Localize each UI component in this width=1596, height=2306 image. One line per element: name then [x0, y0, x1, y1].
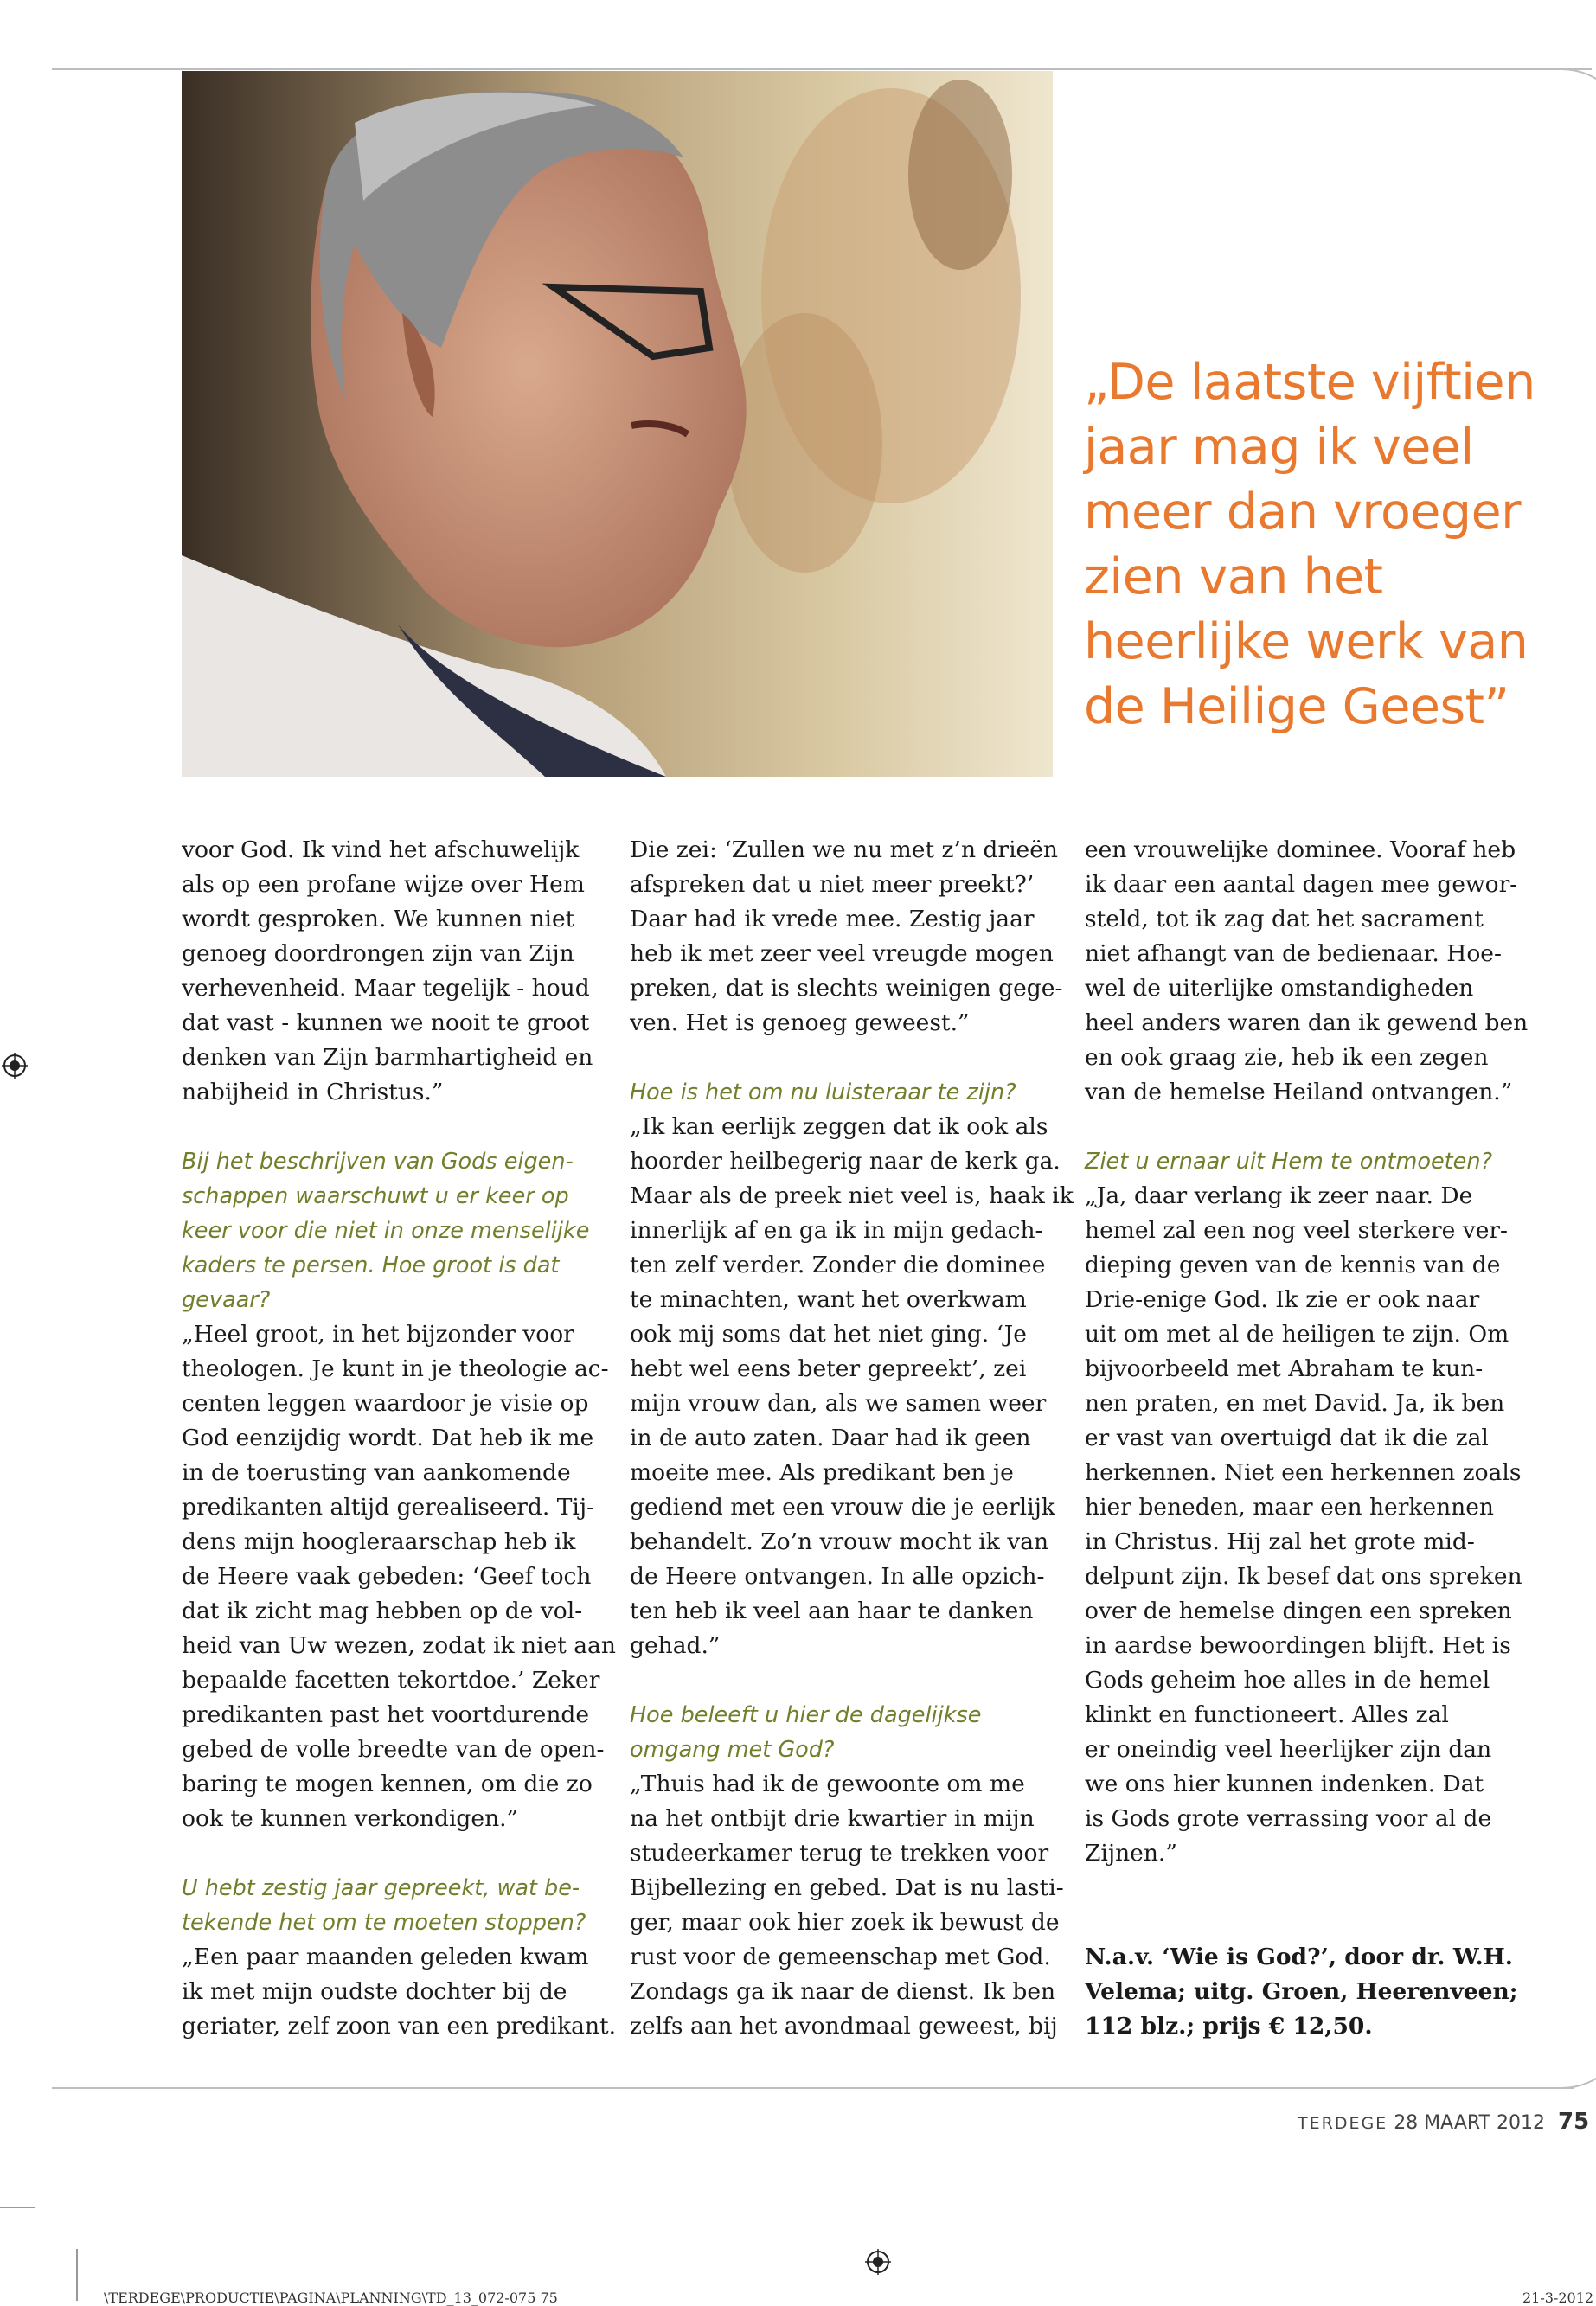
bottom-trim-line	[52, 2087, 1574, 2089]
body-text-line: de Heere vaak gebeden: ‘Geef toch	[182, 1563, 592, 1590]
pull-quote: „De laatste vijftien jaar mag ik veel meer dan vroeger zien van het heerlijke werk van de Heilige Geest”	[1084, 354, 1535, 735]
body-text-line: Die zei: ‘Zullen we nu met z’n drieën	[630, 836, 1058, 863]
paragraph-gap	[630, 1041, 1054, 1075]
interview-question-line: omgang met God?	[630, 1737, 835, 1763]
body-text-line: innerlijk af en ga ik in mijn gedach-	[630, 1217, 1043, 1244]
body-text-line: ik daar een aantal dagen mee gewor-	[1085, 871, 1518, 898]
book-credit-line: Velema; uitg. Groen, Heerenveen;	[1085, 1978, 1518, 2005]
body-text-line: gebed de volle breedte van de open-	[182, 1736, 605, 1763]
body-text-line: een vrouwelijke dominee. Vooraf heb	[1085, 836, 1516, 863]
body-text-line: de Heere ontvangen. In alle opzich-	[630, 1563, 1045, 1590]
body-text-line: mijn vrouw dan, als we samen weer	[630, 1390, 1047, 1417]
body-text-line: ten zelf verder. Zonder die dominee	[630, 1252, 1046, 1278]
interview-question-line: Hoe is het om nu luisteraar te zijn?	[630, 1079, 1016, 1105]
body-text-line: herkennen. Niet een herkennen zoals	[1085, 1459, 1522, 1486]
article-column-3	[1085, 833, 1529, 2044]
body-text-line: Maar als de preek niet veel is, haak ik	[630, 1182, 1074, 1209]
body-text-line: preken, dat is slechts weinigen gege-	[630, 975, 1063, 1002]
crop-mark	[0, 2207, 35, 2208]
body-text-line: centen leggen waardoor je visie op	[182, 1390, 589, 1417]
body-text-line: ger, maar ook hier zoek ik bewust de	[630, 1909, 1060, 1936]
body-text-line: klinkt en functioneert. Alles zal	[1085, 1701, 1449, 1728]
paragraph-gap	[182, 1110, 606, 1144]
body-text-line: heel anders waren dan ik gewend ben	[1085, 1009, 1529, 1036]
interview-question-line: Bij het beschrijven van Gods eigen-	[182, 1149, 574, 1175]
body-text-line: dat vast - kunnen we nooit te groot	[182, 1009, 590, 1036]
body-text-line: baring te mogen kennen, om die zo	[182, 1771, 593, 1797]
body-text-line: niet afhangt van de bedienaar. Hoe-	[1085, 940, 1502, 967]
print-slug-date: 21-3-2012	[1522, 2290, 1594, 2306]
body-text-line: wordt gesproken. We kunnen niet	[182, 906, 575, 932]
body-text-line: is Gods grote verrassing voor al de	[1085, 1805, 1492, 1832]
article-column-1	[182, 833, 617, 2044]
body-text-line: hemel zal een nog veel sterkere ver-	[1085, 1217, 1509, 1244]
registration-mark-icon	[865, 2249, 891, 2275]
body-text-line: in aardse bewoordingen blijft. Het is	[1085, 1632, 1511, 1659]
body-text-line: hebt wel eens beter gepreekt’, zei	[630, 1355, 1027, 1382]
body-text-line: nabijheid in Christus.”	[182, 1079, 444, 1105]
body-text-line: Zondags ga ik naar de dienst. Ik ben	[630, 1978, 1056, 2005]
interview-question-line: Ziet u ernaar uit Hem te ontmoeten?	[1085, 1149, 1493, 1175]
body-text-line: heb ik met zeer veel vreugde mogen	[630, 940, 1054, 967]
body-text-line: predikanten past het voortdurende	[182, 1701, 590, 1728]
body-text-line: moeite mee. Als predikant ben je	[630, 1459, 1014, 1486]
body-text-line: ven. Het is genoeg geweest.”	[630, 1009, 970, 1036]
body-text-line: van de hemelse Heiland ontvangen.”	[1085, 1079, 1513, 1105]
body-text-line: theologen. Je kunt in je theologie ac-	[182, 1355, 609, 1382]
page-footer	[1298, 2109, 1596, 2135]
paragraph-gap	[1085, 1871, 1509, 1906]
interview-question-line: gevaar?	[182, 1287, 271, 1313]
print-slug-path: \TERDEGE\PRODUCTIE\PAGINA\PLANNING\TD_13_072-075 75	[104, 2290, 558, 2306]
article-column-2	[630, 833, 1074, 2044]
body-text-line: „Heel groot, in het bijzonder voor	[182, 1321, 574, 1348]
paragraph-gap	[1085, 1906, 1509, 1940]
paragraph-gap	[630, 1663, 1054, 1698]
book-credit-line: N.a.v. ‘Wie is God?’, door dr. W.H.	[1085, 1944, 1513, 1970]
portrait-photo	[182, 71, 1053, 777]
interview-question-line: U hebt zestig jaar gepreekt, wat be-	[182, 1875, 580, 1901]
bottom-trim-curve	[1560, 2018, 1596, 2089]
body-text-line: dieping geven van de kennis van de	[1085, 1252, 1501, 1278]
interview-question-line: kaders te persen. Hoe groot is dat	[182, 1252, 560, 1278]
interview-question-line: keer voor die niet in onze menselijke	[182, 1218, 590, 1244]
body-text-line: nen praten, en met David. Ja, ik ben	[1085, 1390, 1505, 1417]
paragraph-gap	[182, 1836, 606, 1871]
book-credit-line: 112 blz.; prijs € 12,50.	[1085, 2013, 1373, 2040]
body-text-line: en ook graag zie, heb ik een zegen	[1085, 1044, 1489, 1071]
body-text-line: „Thuis had ik de gewoonte om me	[630, 1771, 1025, 1797]
body-text-line: gehad.”	[630, 1632, 721, 1659]
body-text-line: in de toerusting van aankomende	[182, 1459, 571, 1486]
body-text-line: zelfs aan het avondmaal geweest, bij	[630, 2013, 1058, 2040]
body-text-line: wel de uiterlijke omstandigheden	[1085, 975, 1474, 1002]
body-text-line: in Christus. Hij zal het grote mid-	[1085, 1528, 1475, 1555]
body-text-line: studeerkamer terug te trekken voor	[630, 1840, 1049, 1867]
body-text-line: Daar had ik vrede mee. Zestig jaar	[630, 906, 1035, 932]
body-text-line: dens mijn hoogleraarschap heb ik	[182, 1528, 576, 1555]
page-number: 75	[1557, 2109, 1590, 2135]
crop-mark	[76, 2249, 78, 2301]
body-text-line: er oneindig veel heerlijker zijn dan	[1085, 1736, 1492, 1763]
body-text-line: bepaalde facetten tekortdoe.’ Zeker	[182, 1667, 600, 1694]
body-text-line: predikanten altijd gerealiseerd. Tij-	[182, 1494, 595, 1521]
body-text-line: Drie-enige God. Ik zie er ook naar	[1085, 1286, 1480, 1313]
body-text-line: hier beneden, maar een herkennen	[1085, 1494, 1494, 1521]
body-text-line: delpunt zijn. Ik besef dat ons spreken	[1085, 1563, 1522, 1590]
body-text-line: denken van Zijn barmhartigheid en	[182, 1044, 593, 1071]
body-text-line: gediend met een vrouw die je eerlijk	[630, 1494, 1055, 1521]
top-trim-line	[52, 68, 1592, 70]
body-text-line: verhevenheid. Maar tegelijk - houd	[182, 975, 590, 1002]
portrait-illustration	[182, 71, 1053, 777]
paragraph-gap	[1085, 1110, 1509, 1144]
interview-question-line: tekende het om te moeten stoppen?	[182, 1910, 586, 1936]
body-text-line: in de auto zaten. Daar had ik geen	[630, 1425, 1031, 1451]
body-text-line: Gods geheim hoe alles in de hemel	[1085, 1667, 1490, 1694]
body-text-line: te minachten, want het overkwam	[630, 1286, 1027, 1313]
body-text-line: afspreken dat u niet meer preekt?’	[630, 871, 1035, 898]
body-text-line: rust voor de gemeenschap met God.	[630, 1944, 1051, 1970]
body-text-line: uit om met al de heiligen te zijn. Om	[1085, 1321, 1509, 1348]
interview-question-line: schappen waarschuwt u er keer op	[182, 1183, 569, 1209]
body-text-line: God eenzijdig wordt. Dat heb ik me	[182, 1425, 594, 1451]
body-text-line: hoorder heilbegerig naar de kerk ga.	[630, 1148, 1061, 1175]
body-text-line: „Een paar maanden geleden kwam	[182, 1944, 589, 1970]
body-text-line: ten heb ik veel aan haar te danken	[630, 1598, 1034, 1624]
magazine-name: TERDEGE	[1298, 2114, 1388, 2133]
top-trim-curve	[1560, 68, 1596, 139]
body-text-line: genoeg doordrongen zijn van Zijn	[182, 940, 574, 967]
body-text-line: „Ja, daar verlang ik zeer naar. De	[1085, 1182, 1473, 1209]
body-text-line: ook mij soms dat het niet ging. ‘Je	[630, 1321, 1027, 1348]
body-text-line: na het ontbijt drie kwartier in mijn	[630, 1805, 1035, 1832]
body-text-line: behandelt. Zo’n vrouw mocht ik van	[630, 1528, 1049, 1555]
body-text-line: we ons hier kunnen indenken. Dat	[1085, 1771, 1484, 1797]
issue-date: 28 MAART 2012	[1394, 2112, 1545, 2134]
body-text-line: ook te kunnen verkondigen.”	[182, 1805, 519, 1832]
body-text-line: dat ik zicht mag hebben op de vol-	[182, 1598, 583, 1624]
interview-question-line: Hoe beleeft u hier de dagelijkse	[630, 1702, 982, 1728]
body-text-line: over de hemelse dingen een spreken	[1085, 1598, 1512, 1624]
body-text-line: steld, tot ik zag dat het sacrament	[1085, 906, 1484, 932]
body-text-line: ik met mijn oudste dochter bij de	[182, 1978, 567, 2005]
body-text-line: voor God. Ik vind het afschuwelijk	[182, 836, 580, 863]
body-text-line: heid van Uw wezen, zodat ik niet aan	[182, 1632, 616, 1659]
body-text-line: als op een profane wijze over Hem	[182, 871, 585, 898]
body-text-line: Zijnen.”	[1085, 1840, 1177, 1867]
body-text-line: bijvoorbeeld met Abraham te kun-	[1085, 1355, 1484, 1382]
body-text-line: „Ik kan eerlijk zeggen dat ik ook als	[630, 1113, 1048, 1140]
body-text-line: Bijbellezing en gebed. Dat is nu lasti-	[630, 1874, 1064, 1901]
registration-mark-icon	[2, 1053, 28, 1079]
body-text-line: geriater, zelf zoon van een predikant.	[182, 2013, 617, 2040]
body-text-line: er vast van overtuigd dat ik die zal	[1085, 1425, 1489, 1451]
